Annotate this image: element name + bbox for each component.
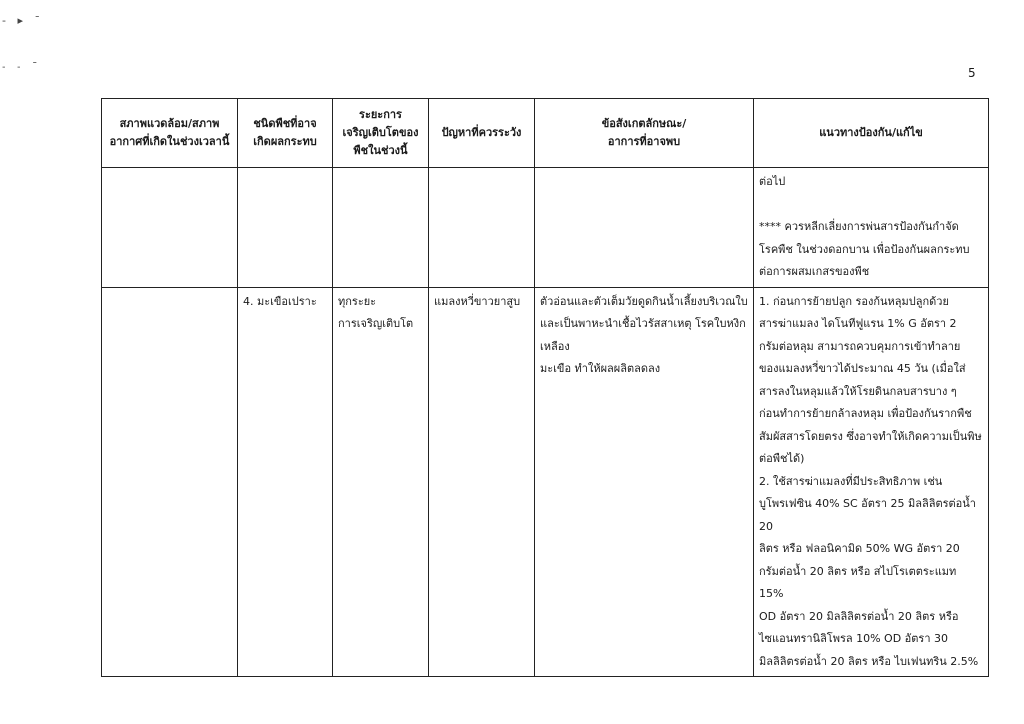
table-header-row: [102, 99, 989, 168]
header-symptoms: ข้อสังเกตลักษณะ/ อาการที่อาจพบ: [535, 99, 754, 168]
page-number: 5: [968, 66, 976, 80]
table-cell: 1. ก่อนการย้ายปลูก รองก้นหลุมปลูกด้วย สารฆ่าแมลง ไดโนทีฟูแรน 1% G อัตรา 2 กรัมต่อหลุม สามารถควบคุมการเข้าทำลาย ของแมลงหวี่ขาวได้ประมาณ 45 วัน (เมื่อใส่ สารลงในหลุมแล้วให้โรยดินกลบสารบาง ๆ ก่อนทำการย้ายกล้าลงหลุม เพื่อป้องกันรากพืช สัมผัสสารโดยตรง ซึ่งอาจทำให้เกิดความเป็นพิษ ต่อพืชได้) 2. ใช้สารฆ่าแมลงที่มีประสิทธิภาพ เช่น บูโพรเฟซิน 40% SC อัตรา 25 มิลลิลิตรต่อน้ำ 20 ลิตร หรือ ฟลอนิคามิด 50% WG อัตรา 20 กรัมต่อน้ำ 20 ลิตร หรือ สไปโรเตตระแมท 15% OD อัตรา 20 มิลลิลิตรต่อน้ำ 20 ลิตร หรือ ไซแอนทรานิลิโพรล 10% OD อัตรา 30 มิลลิลิตรต่อน้ำ 20 ลิตร หรือ ไบเฟนทริน 2.5%: [754, 287, 989, 677]
header-crop-type: ชนิดพืชที่อาจ เกิดผลกระทบ: [238, 99, 333, 168]
table-cell: [102, 287, 238, 677]
table-cell: แมลงหวี่ขาวยาสูบ: [429, 287, 535, 677]
table-cell: 4. มะเขือเปราะ: [238, 287, 333, 677]
header-environment: สภาพแวดล้อม/สภาพ อากาศที่เกิดในช่วงเวลานี้: [102, 99, 238, 168]
table-row: [102, 287, 989, 677]
table-cell: [535, 168, 754, 288]
table-cell: ทุกระยะ การเจริญเติบโต: [333, 287, 429, 677]
table-cell: ตัวอ่อนและตัวเต็มวัยดูดกินน้ำเลี้ยงบริเวณใบ และเป็นพาหะนำเชื้อไวรัสสาเหตุ โรคใบหงิกเหลือง มะเขือ ทำให้ผลผลิตลดลง: [535, 287, 754, 677]
table-cell: ต่อไป **** ควรหลีกเลี่ยงการพ่นสารป้องกันกำจัด โรคพืช ในช่วงดอกบาน เพื่อป้องกันผลกระทบ ต่อการผสมเกสรของพืช: [754, 168, 989, 288]
header-growth-stage: ระยะการ เจริญเติบโตของ พืชในช่วงนี้: [333, 99, 429, 168]
table-cell: [333, 168, 429, 288]
table-row: [102, 168, 989, 288]
recommendation-table: [101, 98, 989, 677]
table-cell: [429, 168, 535, 288]
scan-mark: - ▸ ˉ: [2, 14, 44, 27]
scan-mark: ˗ ˗ ˉ: [2, 60, 42, 73]
table-cell: [102, 168, 238, 288]
header-prevention: แนวทางป้องกัน/แก้ไข: [754, 99, 989, 168]
header-problem: ปัญหาที่ควรระวัง: [429, 99, 535, 168]
table-cell: [238, 168, 333, 288]
